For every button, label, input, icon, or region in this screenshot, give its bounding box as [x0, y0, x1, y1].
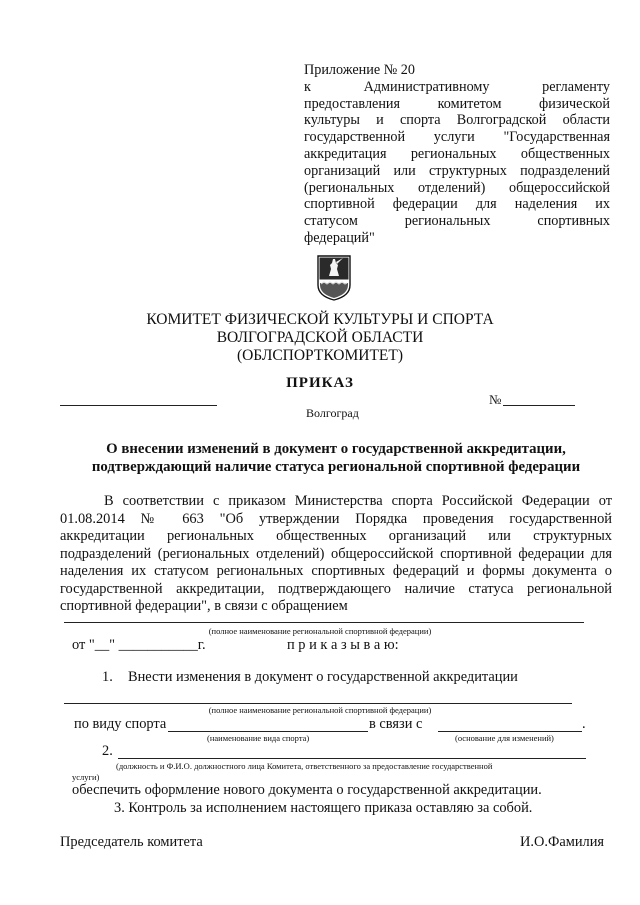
organization-name-line2: ВОЛГОГРАДСКОЙ ОБЛАСТИ: [216, 329, 424, 346]
document-title: [60, 440, 612, 476]
organization-name-line3: (ОБЛСПОРТКОМИТЕТ): [236, 347, 404, 364]
date-from: от "__" ___________г.: [72, 637, 206, 653]
appendix-line: предоставления комитетом физической: [304, 95, 610, 112]
item1-number: 1.: [102, 669, 113, 685]
federation-name-line-2: [64, 703, 572, 704]
federation-name-line: [64, 622, 584, 623]
official-hint: (должность и Ф.И.О. должностного лица Комитета, ответственного за предоставление государственной: [116, 761, 493, 771]
sport-end: .: [582, 716, 586, 732]
federation-name-hint: (полное наименование региональной спортивной федерации): [208, 626, 432, 636]
appendix-line: к Административному регламенту: [304, 78, 610, 95]
appendix-line: аккредитация региональных общественных: [304, 145, 610, 162]
appendix-line: статусом региональных спортивных: [304, 213, 610, 230]
appendix-line: федераций": [304, 229, 375, 246]
sport-name-hint: (наименование вида спорта): [207, 733, 310, 743]
order-number-label: №: [489, 392, 502, 407]
appendix-line: организаций или структурных подразделений: [304, 162, 610, 179]
preamble-line: аккредитации региональных общественных организаций или структурных: [60, 528, 612, 544]
preamble-line: 01.08.2014 № 663 "Об утверждении Порядка проведения государственной: [60, 510, 612, 527]
sport-name-line: [168, 731, 368, 732]
reason-line: [438, 731, 582, 732]
reason-hint: (основание для изменений): [455, 733, 554, 743]
item2-number: 2.: [102, 743, 113, 759]
organization-name-line1: КОМИТЕТ ФИЗИЧЕСКОЙ КУЛЬТУРЫ И СПОРТА: [146, 311, 494, 328]
coat-of-arms-icon: [316, 255, 352, 301]
document-title-line1: О внесении изменений в документ о государственной аккредитации,: [106, 441, 566, 457]
appendix-line: (региональных отделений) общероссийской: [304, 179, 610, 196]
preamble-line: подразделений (региональных отделений) общероссийской спортивной федерации для: [60, 545, 612, 562]
appendix-line: спортивной федерации для наделения их: [304, 196, 610, 213]
preamble-line: спортивной федерации", в связи с обращением: [60, 598, 348, 614]
preamble-paragraph: [60, 493, 612, 616]
preamble-line: государственной аккредитации, подтверждающего наличие статуса региональной: [60, 580, 612, 597]
order-heading: ПРИКАЗ: [286, 375, 354, 391]
appendix-line: государственной услуги "Государственная: [304, 129, 610, 146]
official-hint-end: услуги): [72, 772, 100, 782]
preamble-line: наделения их статусом региональных спортивных федераций и формы документа о: [60, 563, 612, 579]
order-number-line: [503, 405, 575, 406]
sport-mid: в связи с: [369, 716, 423, 732]
document-title-line2: подтверждающий наличие статуса региональной спортивной федерации: [91, 459, 581, 475]
item1-text: Внести изменения в документ о государственной аккредитации: [128, 669, 518, 685]
order-word: п р и к а з ы в а ю:: [287, 637, 399, 653]
sport-prefix: по виду спорта: [74, 716, 167, 732]
signature-position: Председатель комитета: [60, 834, 203, 850]
official-line: [118, 758, 586, 759]
date-line: [60, 405, 217, 406]
item2-text: обеспечить оформление нового документа о государственной аккредитации.: [72, 782, 542, 798]
signature-name: И.О.Фамилия: [520, 834, 605, 850]
appendix-line: культуры и спорта Волгоградской области: [304, 112, 610, 129]
item3-text: 3. Контроль за исполнением настоящего приказа оставляю за собой.: [114, 800, 533, 816]
preamble-line: В соответствии с приказом Министерства спорта Российской Федерации от: [104, 493, 612, 509]
appendix-block: [304, 62, 610, 247]
appendix-line: Приложение № 20: [304, 62, 415, 78]
federation-name-hint-2: (полное наименование региональной спортивной федерации): [208, 705, 432, 715]
city-name: Волгоград: [306, 406, 359, 420]
